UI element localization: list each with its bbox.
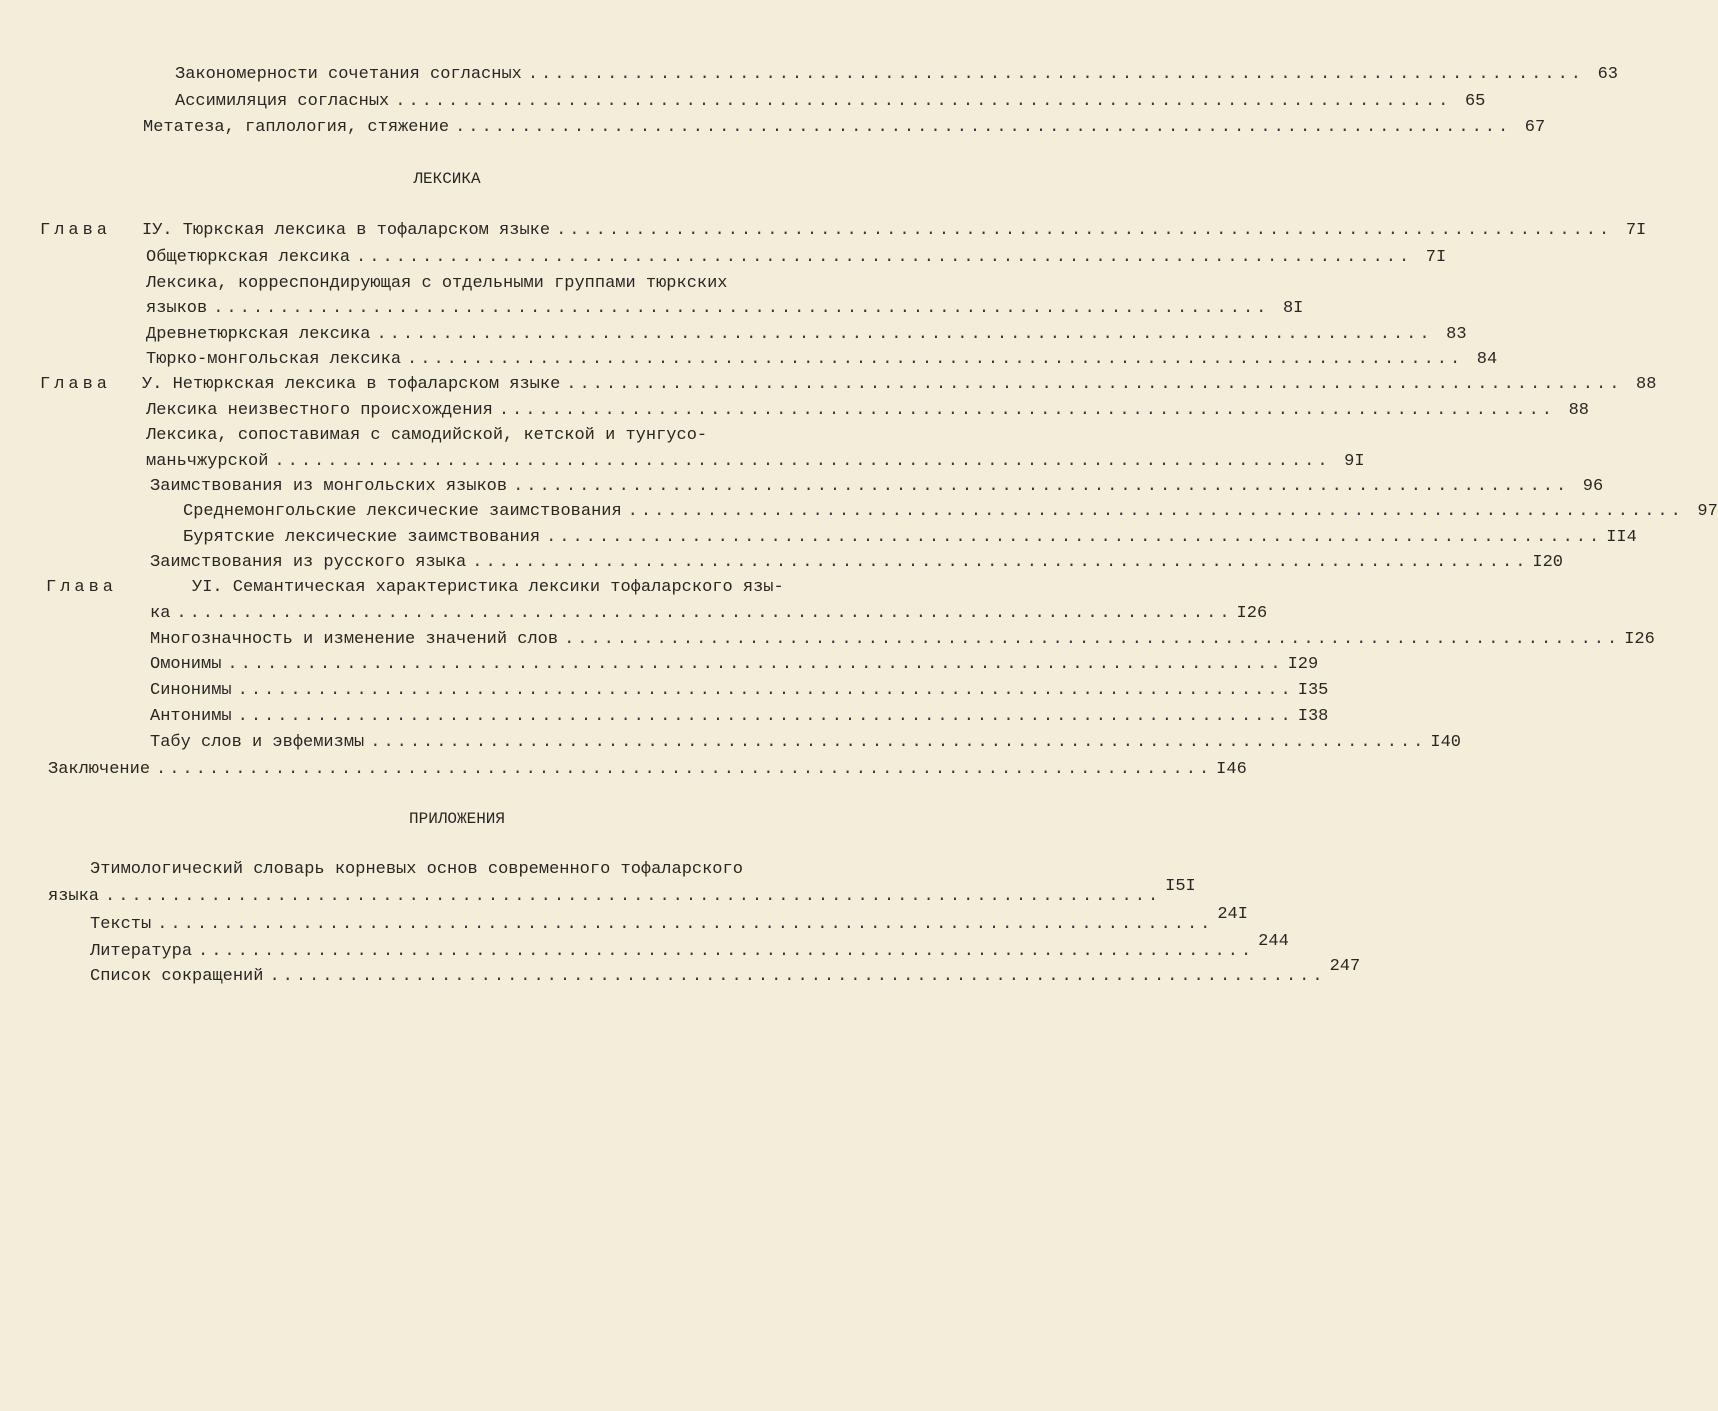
toc-entry-page: 88 bbox=[1568, 401, 1589, 420]
toc-entry-page: 24I bbox=[1217, 905, 1248, 924]
toc-entry-title: Многозначность и изменение значений слов bbox=[150, 630, 559, 649]
toc-entry bbox=[146, 324, 1467, 346]
toc-entry-title: Тексты bbox=[90, 915, 152, 934]
chapter-prefix: Глава bbox=[40, 375, 112, 394]
toc-entry-page: I40 bbox=[1430, 733, 1461, 752]
dot-leader: ................................................................................ bbox=[556, 221, 1613, 240]
toc-entry-title: Тюрко-монгольская лексика bbox=[146, 350, 402, 369]
dot-leader: ................................................................................ bbox=[105, 887, 1162, 906]
toc-entry-page: 84 bbox=[1476, 350, 1498, 369]
toc-entry-title: языка bbox=[48, 887, 100, 906]
dot-leader: ................................................................................ bbox=[237, 681, 1294, 700]
dot-leader: ................................................................................ bbox=[198, 942, 1255, 961]
toc-entry-page: 63 bbox=[1597, 65, 1618, 84]
toc-entry-page: I26 bbox=[1236, 604, 1268, 623]
toc-entry-title: Лексика, корреспондирующая с отдельными группами тюркских bbox=[146, 274, 728, 293]
toc-entry-title: Этимологический словарь корневых основ современного тофаларского bbox=[90, 860, 743, 879]
dot-leader: ................................................................................ bbox=[546, 528, 1603, 547]
toc-entry bbox=[150, 732, 1461, 754]
chapter-prefix: Глава bbox=[40, 221, 112, 240]
toc-entry-title: ка bbox=[150, 604, 171, 623]
toc-entry bbox=[90, 859, 760, 881]
toc-entry-title: Бурятские лексические заимствования bbox=[183, 528, 541, 547]
dot-leader: ................................................................................ bbox=[566, 375, 1623, 394]
toc-entry bbox=[150, 629, 1655, 651]
toc-entry-page: 67 bbox=[1524, 118, 1546, 137]
toc-entry bbox=[142, 220, 1647, 242]
dot-leader: ................................................................................ bbox=[498, 401, 1555, 420]
toc-entry-page: I46 bbox=[1216, 760, 1247, 779]
dot-leader: ................................................................................ bbox=[157, 915, 1214, 934]
toc-entry-title: Табу слов и эвфемизмы bbox=[150, 733, 365, 752]
dot-leader: ................................................................................ bbox=[455, 118, 1512, 137]
toc-entry-title: Заимствования из русского языка bbox=[150, 553, 467, 572]
toc-entry-title: IУ. Тюркская лексика в тофаларском языке bbox=[142, 221, 551, 240]
toc-entry bbox=[48, 759, 1247, 781]
dot-leader: ................................................................................ bbox=[527, 65, 1584, 84]
toc-entry-page: 83 bbox=[1446, 325, 1467, 344]
toc-entry bbox=[183, 527, 1637, 549]
toc-entry bbox=[146, 400, 1589, 422]
toc-entry-page: I26 bbox=[1624, 630, 1655, 649]
toc-entry bbox=[143, 117, 1546, 139]
toc-entry-page: 97 bbox=[1697, 502, 1718, 521]
toc-entry bbox=[175, 64, 1618, 86]
toc-entry bbox=[150, 654, 1319, 676]
toc-entry bbox=[150, 603, 1268, 625]
section-heading-appendices: ПРИЛОЖЕНИЯ bbox=[408, 810, 505, 828]
toc-entry-title: У. Нетюркская лексика в тофаларском языке bbox=[142, 375, 561, 394]
dot-leader: ................................................................................ bbox=[227, 655, 1284, 674]
toc-entry-page: 96 bbox=[1582, 477, 1604, 496]
dot-leader: ................................................................................ bbox=[269, 967, 1326, 986]
toc-entry-title: Синонимы bbox=[150, 681, 232, 700]
toc-entry bbox=[146, 273, 760, 295]
toc-entry bbox=[150, 680, 1329, 702]
toc-entry-page: I20 bbox=[1532, 553, 1564, 572]
toc-entry-title: языков bbox=[146, 299, 208, 318]
toc-entry bbox=[150, 706, 1329, 728]
toc-entry-page: 8I bbox=[1282, 299, 1304, 318]
dot-leader: ................................................................................ bbox=[156, 760, 1213, 779]
toc-entry-title: Список сокращений bbox=[90, 967, 264, 986]
toc-entry-page: II4 bbox=[1606, 528, 1637, 547]
toc-entry bbox=[175, 91, 1486, 113]
dot-leader: ................................................................................ bbox=[213, 299, 1270, 318]
dot-leader: ................................................................................ bbox=[237, 707, 1294, 726]
toc-entry bbox=[48, 877, 1196, 908]
toc-entry-page: I5I bbox=[1165, 877, 1196, 896]
toc-entry bbox=[90, 905, 1248, 936]
toc-entry-page: I29 bbox=[1287, 655, 1319, 674]
chapter-prefix: Глава bbox=[46, 578, 118, 597]
dot-leader: ................................................................................ bbox=[395, 92, 1452, 111]
dot-leader: ................................................................................ bbox=[564, 630, 1621, 649]
section-heading-lexicon: ЛЕКСИКА bbox=[413, 170, 481, 188]
toc-entry-page: I38 bbox=[1297, 707, 1329, 726]
toc-entry-page: 247 bbox=[1329, 957, 1361, 976]
toc-entry-page: 244 bbox=[1258, 932, 1289, 951]
toc-entry-title: Среднемонгольские лексические заимствования bbox=[183, 502, 622, 521]
toc-entry-title: УI. Семантическая характеристика лексики тофаларского язы- bbox=[192, 578, 784, 597]
toc-entry bbox=[90, 957, 1361, 988]
toc-entry bbox=[150, 476, 1604, 498]
dot-leader: ................................................................................ bbox=[407, 350, 1464, 369]
toc-entry-title: Метатеза, гаплология, стяжение bbox=[143, 118, 450, 137]
toc-entry-page: 7I bbox=[1625, 221, 1647, 240]
dot-leader: ................................................................................ bbox=[370, 733, 1427, 752]
dot-leader: ................................................................................ bbox=[356, 248, 1413, 267]
toc-entry bbox=[150, 552, 1564, 574]
toc-entry bbox=[146, 349, 1498, 371]
toc-entry-title: Закономерности сочетания согласных bbox=[175, 65, 522, 84]
dot-leader: ................................................................................ bbox=[176, 604, 1233, 623]
toc-entry-page: 9I bbox=[1344, 452, 1365, 471]
toc-entry-title: Лексика, сопоставимая с самодийской, кетской и тунгусо- bbox=[146, 426, 708, 445]
dot-leader: ................................................................................ bbox=[274, 452, 1331, 471]
toc-entry-title: Древнетюркская лексика bbox=[146, 325, 371, 344]
toc-entry-title: Ассимиляция согласных bbox=[175, 92, 390, 111]
dot-leader: ................................................................................ bbox=[627, 502, 1684, 521]
toc-entry-page: 7I bbox=[1425, 248, 1447, 267]
toc-entry-page: 65 bbox=[1464, 92, 1486, 111]
dot-leader: ................................................................................ bbox=[472, 553, 1529, 572]
toc-entry-title: Омонимы bbox=[150, 655, 222, 674]
toc-entry-title: Заключение bbox=[48, 760, 151, 779]
toc-entry-title: Литература bbox=[90, 942, 193, 961]
dot-leader: ................................................................................ bbox=[376, 325, 1433, 344]
toc-entry-title: Общетюркская лексика bbox=[146, 248, 351, 267]
dot-leader: ................................................................................ bbox=[513, 477, 1570, 496]
toc-entry bbox=[183, 501, 1718, 523]
toc-entry-title: Лексика неизвестного происхождения bbox=[146, 401, 493, 420]
toc-entry-page: I35 bbox=[1297, 681, 1329, 700]
toc-entry bbox=[90, 932, 1289, 963]
toc-entry-title: маньчжурской bbox=[146, 452, 269, 471]
toc-entry-title: Заимствования из монгольских языков bbox=[150, 477, 508, 496]
toc-entry bbox=[142, 374, 1657, 396]
toc-entry-title: Антонимы bbox=[150, 707, 232, 726]
toc-entry bbox=[146, 247, 1447, 269]
toc-entry bbox=[146, 451, 1365, 473]
toc-entry bbox=[146, 425, 760, 447]
toc-entry bbox=[192, 577, 784, 599]
toc-entry bbox=[146, 298, 1304, 320]
toc-entry-page: 88 bbox=[1636, 375, 1657, 394]
